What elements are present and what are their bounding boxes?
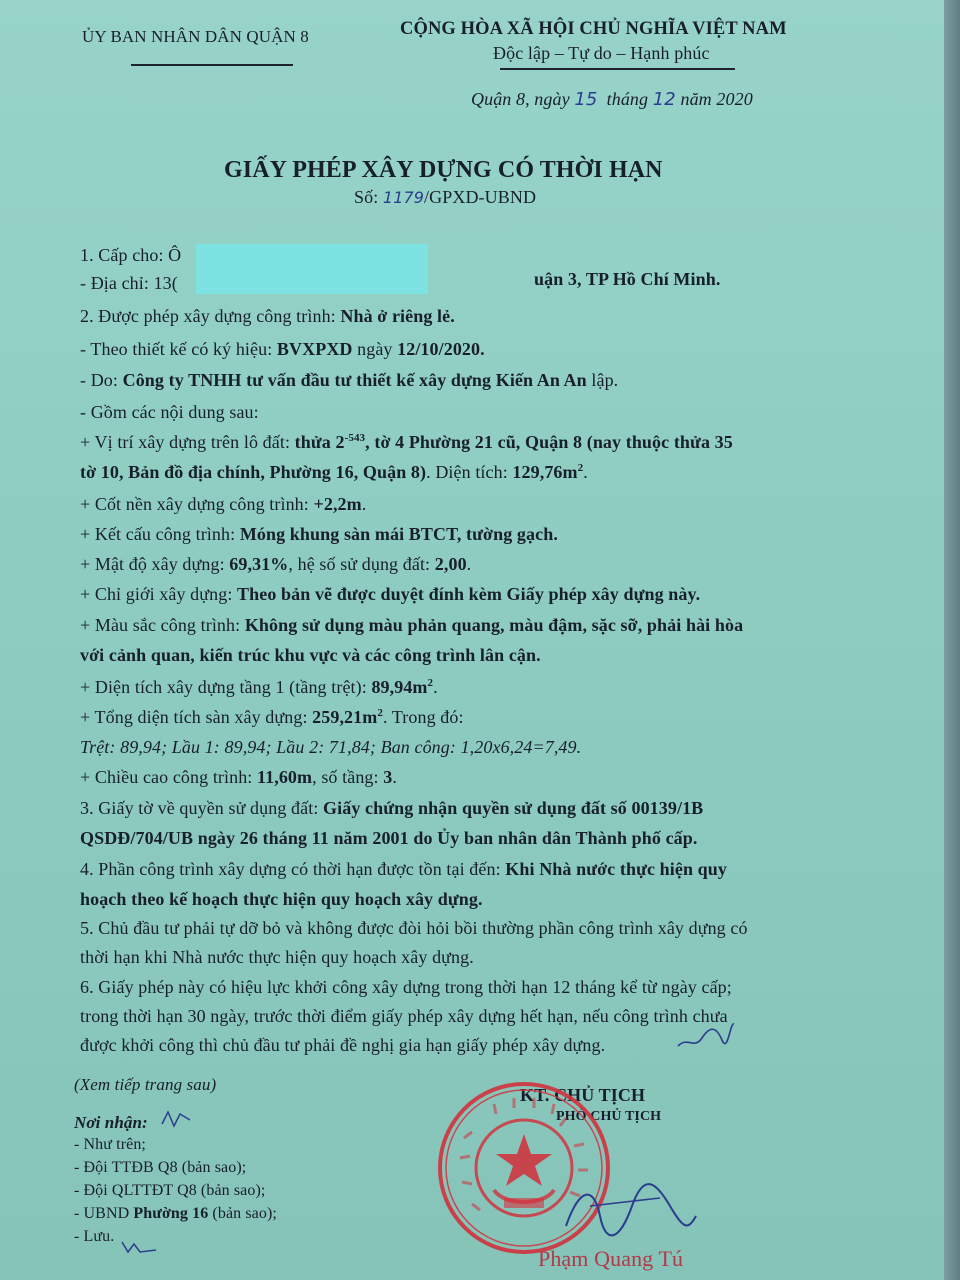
- lưu-initial-mark: [120, 1236, 160, 1256]
- duration-line-2: hoạch theo kế hoạch thực hiện quy hoạch xây dựng.: [80, 889, 483, 909]
- validity-line-3: được khởi công thì chủ đầu tư phải đề nghị gia hạn giấy phép xây dựng.: [80, 1035, 606, 1055]
- page-edge-shadow: [944, 0, 960, 1280]
- recipients-initial-mark: [160, 1108, 194, 1130]
- date-year-label: năm: [680, 89, 712, 109]
- recipient-item: - Đội TTĐB Q8 (bản sao);: [74, 1159, 247, 1176]
- item-3-land-papers: 3. Giấy tờ về quyền sử dụng đất: Giấy chứng nhận quyền sử dụng đất số 00139/1B: [80, 798, 704, 818]
- recipient-item: - Đội QLTTĐT Q8 (bản sao);: [74, 1182, 266, 1199]
- number-suffix: /GPXD-UBND: [424, 187, 537, 207]
- validity-line-2: trong thời hạn 30 ngày, trước thời điểm giấy phép xây dựng hết hạn, nếu công trình chưa: [80, 1006, 728, 1026]
- item-5-removal: 5. Chủ đầu tư phải tự dỡ bỏ và không được đòi hỏi bồi thường phần công trình xây dựng có: [80, 918, 748, 938]
- republic-name: CỘNG HÒA XÃ HỘI CHỦ NGHĨA VIỆT NAM: [400, 19, 787, 39]
- boundary-line: + Chỉ giới xây dựng: Theo bản vẽ được duyệt đính kèm Giấy phép xây dựng này.: [80, 584, 701, 604]
- removal-line-2: thời hạn khi Nhà nước thực hiện quy hoạch xây dựng.: [80, 947, 474, 967]
- recipient-item: - Lưu.: [74, 1228, 115, 1245]
- redaction-block: [196, 244, 428, 294]
- item-2-permitted-work: 2. Được phép xây dựng công trình: Nhà ở riêng lẻ.: [80, 306, 455, 326]
- handwritten-signature: [560, 1176, 700, 1246]
- number-value: 1179: [382, 188, 425, 207]
- document-number: [354, 186, 536, 209]
- address-label: - Địa chỉ: 13(: [80, 273, 178, 293]
- agency-underline: [131, 64, 293, 66]
- ground-floor-area-line: + Diện tích xây dựng tầng 1 (tầng trệt): $89,94m^2$.: [80, 677, 438, 697]
- land-papers-line-2: QSDĐ/704/UB ngày 26 tháng 11 năm 2001 do Ủy ban nhân dân Thành phố cấp.: [80, 828, 698, 848]
- location-line: + Vị trí xây dựng trên lô đất: thửa $2^{-543}$, tờ 4 Phường 21 cũ, Quận 8 (nay thuộc thửa 35: [80, 432, 733, 452]
- continue-note: (Xem tiếp trang sau): [74, 1075, 217, 1094]
- document-title: GIẤY PHÉP XÂY DỰNG CÓ THỜI HẠN: [224, 157, 663, 183]
- date-day: 15: [574, 89, 598, 110]
- national-motto: Độc lập – Tự do – Hạnh phúc: [493, 43, 710, 63]
- recipients-label: Nơi nhận:: [74, 1113, 148, 1132]
- design-code-line: - Theo thiết kế có ký hiệu: BVXPXD ngày 12/10/2020.: [80, 339, 485, 359]
- number-label: Số:: [354, 187, 379, 207]
- sign-title: KT. CHỦ TỊCH: [520, 1085, 646, 1105]
- total-floor-area-line: + Tổng diện tích sàn xây dựng: $259,21m^2$. Trong đó:: [80, 707, 464, 727]
- date-month: 12: [652, 89, 676, 110]
- designer-line: - Do: Công ty TNHH tư vấn đầu tư thiết kế xây dựng Kiến An An lập.: [80, 370, 619, 390]
- sign-subtitle: PHÓ CHỦ TỊCH: [556, 1109, 662, 1124]
- recipient-item: - UBND Phường 16 (bản sao);: [74, 1205, 277, 1222]
- color-line: + Màu sắc công trình: Không sử dụng màu phản quang, màu đậm, sặc sỡ, phải hài hòa: [80, 615, 744, 635]
- structure-line: + Kết cấu công trình: Móng khung sàn mái BTCT, tường gạch.: [80, 524, 558, 544]
- recipient-item: - Như trên;: [74, 1136, 146, 1153]
- issuing-agency: ỦY BAN NHÂN DÂN QUẬN 8: [82, 27, 309, 46]
- motto-underline: [500, 68, 735, 70]
- height-line: + Chiều cao công trình: 11,60m, số tầng: 3.: [80, 767, 397, 787]
- item-6-validity: 6. Giấy phép này có hiệu lực khởi công xây dựng trong thời hạn 12 tháng kể từ ngày cấp;: [80, 977, 732, 997]
- initials-mark: [676, 1016, 736, 1052]
- item-4-duration: 4. Phần công trình xây dựng có thời hạn được tồn tại đến: Khi Nhà nước thực hiện quy: [80, 859, 728, 879]
- floor-breakdown-line: Trệt: 89,94; Lầu 1: 89,94; Lầu 2: 71,84; Ban công: 1,20x6,24=7,49.: [80, 737, 582, 757]
- foundation-level-line: + Cốt nền xây dựng công trình: +2,2m.: [80, 494, 367, 514]
- issued-to: 1. Cấp cho: Ô: [80, 245, 182, 265]
- date-month-label: tháng: [606, 89, 649, 109]
- date-prefix: Quận 8, ngày: [471, 89, 570, 109]
- signer-name: Phạm Quang Tú: [538, 1246, 684, 1271]
- issue-date: [471, 88, 753, 111]
- density-line: + Mật độ xây dựng: 69,31%, hệ số sử dụng đất: 2,00.: [80, 554, 472, 574]
- location-line-2: tờ 10, Bản đồ địa chính, Phường 16, Quận 8). Diện tích: $129,76m^2$.: [80, 462, 588, 482]
- color-line-2: với cảnh quan, kiến trúc khu vực và các công trình lân cận.: [80, 645, 541, 665]
- date-year: 2020: [716, 89, 753, 109]
- address-tail: uận 3, TP Hồ Chí Minh.: [534, 269, 721, 289]
- contents-intro: - Gồm các nội dung sau:: [80, 402, 259, 422]
